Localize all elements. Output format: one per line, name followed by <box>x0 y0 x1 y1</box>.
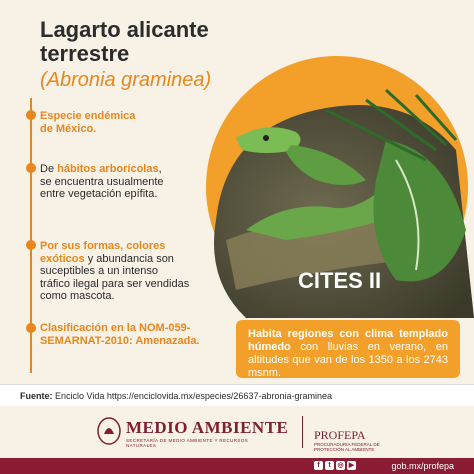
timeline-dot <box>26 163 36 173</box>
source-bar <box>0 384 474 406</box>
timeline-dot <box>26 110 36 120</box>
fact-strong: Por sus formas, colores exóticos <box>40 240 166 265</box>
page-title <box>40 18 211 92</box>
fact-rest: , se encuentra usualmente entre vegetación epífita. <box>40 163 164 200</box>
footer-divider <box>302 416 303 448</box>
fact-prefix: De <box>40 163 58 175</box>
fact-strong: Especie endémica de México. <box>40 110 136 135</box>
fact-classification <box>40 322 200 347</box>
youtube-icon[interactable]: ▶ <box>348 462 355 469</box>
instagram-icon[interactable]: ◎ <box>337 462 344 469</box>
title-line-2: terrestre <box>40 41 130 66</box>
fact-arboreal <box>40 163 170 201</box>
fact-trafficking <box>40 240 190 303</box>
timeline-dot <box>26 323 36 333</box>
profepa-logo: PROFEPA <box>314 428 366 442</box>
habitat-strong: Habita regiones con clima templado húmedo <box>248 328 448 353</box>
source-label: Fuente: <box>20 391 53 401</box>
fact-rest: y abundancia son suceptibles a un intenso tráfico ilegal para ser vendidas como mascota. <box>40 252 190 302</box>
medio-ambiente-logo: MEDIO AMBIENTE <box>126 418 289 437</box>
title-line-1: Lagarto alicante <box>40 17 209 42</box>
logo-subtitle: SECRETARÍA DE MEDIO AMBIENTE Y RECURSOS NATURALES <box>126 438 249 448</box>
fact-strong: Clasificación en la NOM-059-SEMARNAT-2010: Amenazada. <box>40 322 200 347</box>
scientific-name: (Abronia graminea) <box>40 69 212 91</box>
habitat-rest: con lluvias en verano, en altitudes que van de los 1350 a los 2743 msnm. <box>248 341 448 379</box>
source-text: Enciclo Vida https://enciclovida.mx/especies/26637-abronia-graminea <box>52 391 332 401</box>
cites-text: CITES II <box>298 268 382 293</box>
social-icons <box>314 461 356 470</box>
twitter-icon[interactable]: t <box>325 461 334 470</box>
habitat-box <box>236 320 460 378</box>
lizard-eye <box>263 135 269 141</box>
website-link[interactable]: gob.mx/profepa <box>391 461 454 471</box>
facebook-icon[interactable]: f <box>314 461 323 470</box>
timeline-dot <box>26 240 36 250</box>
fact-strong: hábitos arborícolas <box>57 163 159 175</box>
cites-logo <box>296 258 382 298</box>
profepa-subtitle: PROCURADURÍA FEDERAL DE PROTECCIÓN AL AMBIENTE <box>314 442 380 452</box>
fact-endemic <box>40 110 150 135</box>
coat-of-arms-icon <box>96 416 122 446</box>
